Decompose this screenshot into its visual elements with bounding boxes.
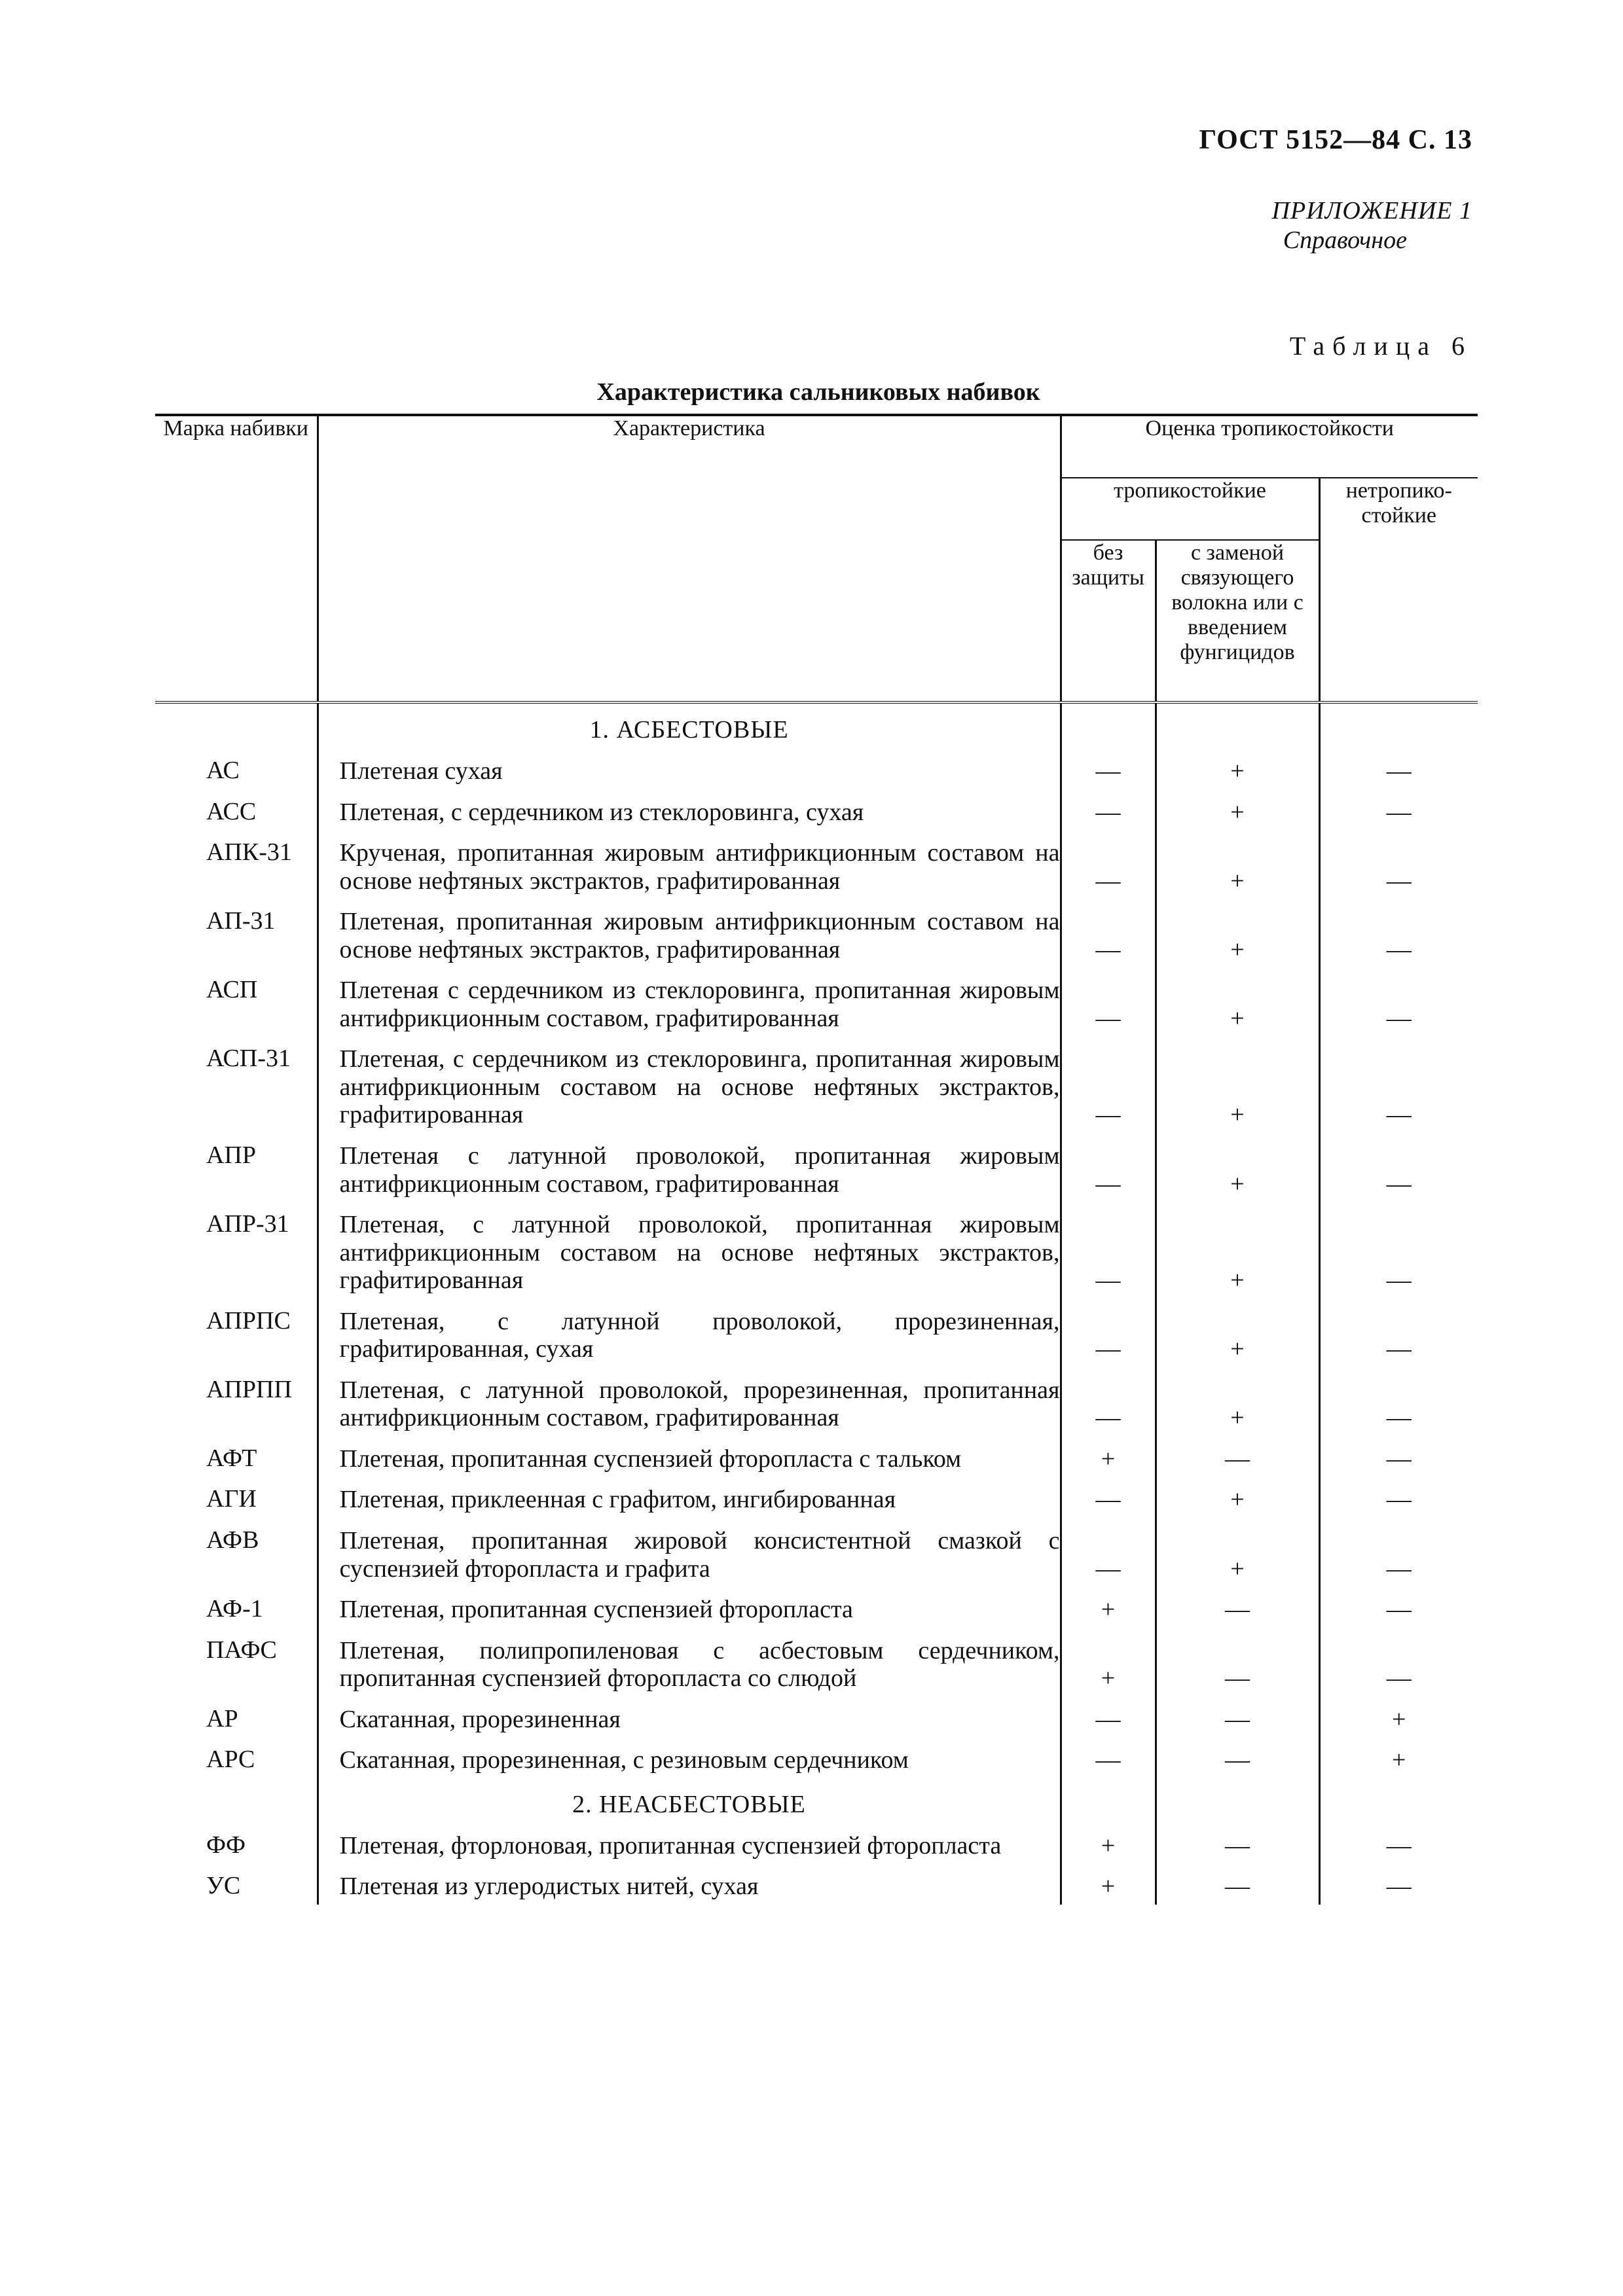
section-empty-cell bbox=[1319, 1778, 1478, 1823]
table-row bbox=[155, 1737, 1478, 1778]
value-non-resistant: — bbox=[1319, 830, 1478, 899]
value-with-replacement: — bbox=[1156, 1628, 1319, 1696]
packing-mark: АСС bbox=[206, 797, 257, 825]
packing-mark: АПРПП bbox=[206, 1375, 292, 1403]
packing-mark: АГИ bbox=[206, 1485, 257, 1513]
value-non-resistant: — bbox=[1319, 1036, 1478, 1133]
value-with-replacement: — bbox=[1156, 1436, 1319, 1477]
section-empty-cell bbox=[1319, 702, 1478, 748]
packing-mark: АПР bbox=[206, 1141, 257, 1170]
packing-characteristic: Плетеная, с сердечником из стеклоровинга, пропитанная жировым антифрикционным составом на основе нефтяных экстрактов, графитированная bbox=[318, 1036, 1061, 1133]
value-with-replacement: + bbox=[1156, 1367, 1319, 1436]
packing-characteristic: Плетеная, с сердечником из стеклоровинга, сухая bbox=[318, 789, 1061, 831]
value-with-replacement: + bbox=[1156, 1133, 1319, 1202]
section-empty-cell bbox=[1061, 702, 1156, 748]
appendix-type: Справочное bbox=[1283, 226, 1407, 254]
value-non-resistant: — bbox=[1319, 748, 1478, 789]
packing-characteristic: Плетеная, фторлоновая, пропитанная суспензией фторопласта bbox=[318, 1823, 1061, 1864]
table-row bbox=[155, 1367, 1478, 1436]
table-row bbox=[155, 1436, 1478, 1477]
section-row bbox=[155, 702, 1478, 748]
column-header-non-resistant: нетропико-стойкие bbox=[1319, 478, 1478, 702]
page-header-gost: ГОСТ 5152—84 С. 13 bbox=[1199, 125, 1472, 155]
table-row bbox=[155, 748, 1478, 789]
value-no-protection: — bbox=[1061, 1036, 1156, 1133]
packing-mark: АФТ bbox=[206, 1444, 257, 1472]
packing-characteristic: Плетеная, с латунной проволокой, прорезиненная, графитированная, сухая bbox=[318, 1299, 1061, 1367]
value-with-replacement: + bbox=[1156, 748, 1319, 789]
section-empty-cell bbox=[1061, 1778, 1156, 1823]
packing-mark: ПАФС bbox=[206, 1636, 277, 1664]
value-non-resistant: — bbox=[1319, 1587, 1478, 1628]
packing-mark: ФФ bbox=[206, 1831, 246, 1859]
value-non-resistant: — bbox=[1319, 1436, 1478, 1477]
table-label: Таблица 6 bbox=[1289, 331, 1472, 361]
value-non-resistant: — bbox=[1319, 789, 1478, 831]
value-with-replacement: + bbox=[1156, 1518, 1319, 1587]
value-non-resistant: — bbox=[1319, 1628, 1478, 1696]
appendix-title: ПРИЛОЖЕНИЕ 1 bbox=[1271, 197, 1472, 224]
table-row bbox=[155, 830, 1478, 899]
packing-mark: АР bbox=[206, 1704, 238, 1732]
packing-characteristic: Плетеная с латунной проволокой, пропитанная жировым антифрикционным составом, графитированная bbox=[318, 1133, 1061, 1202]
value-non-resistant: — bbox=[1319, 1202, 1478, 1299]
packing-characteristic: Плетеная, приклеенная с графитом, ингибированная bbox=[318, 1477, 1061, 1518]
value-no-protection: — bbox=[1061, 830, 1156, 899]
packing-characteristic: Плетеная с сердечником из стеклоровинга, пропитанная жировым антифрикционным составом, графитированная bbox=[318, 967, 1061, 1036]
value-no-protection: — bbox=[1061, 1299, 1156, 1367]
table-row bbox=[155, 1477, 1478, 1518]
value-no-protection: — bbox=[1061, 967, 1156, 1036]
value-non-resistant: — bbox=[1319, 967, 1478, 1036]
column-header-tropical-resistant: тропикостойкие bbox=[1061, 478, 1319, 540]
value-non-resistant: — bbox=[1319, 899, 1478, 967]
packing-characteristic: Крученая, пропитанная жировым антифрикционным составом на основе нефтяных экстрактов, графитированная bbox=[318, 830, 1061, 899]
packing-mark: АП-31 bbox=[206, 907, 276, 935]
section-mark-cell bbox=[155, 1778, 318, 1823]
value-no-protection: — bbox=[1061, 789, 1156, 831]
column-header-mark: Марка набивки bbox=[155, 415, 318, 702]
value-with-replacement: — bbox=[1156, 1863, 1319, 1905]
value-no-protection: + bbox=[1061, 1436, 1156, 1477]
packing-mark: АПРПС bbox=[206, 1306, 291, 1335]
value-with-replacement: — bbox=[1156, 1737, 1319, 1778]
section-mark-cell bbox=[155, 702, 318, 748]
value-with-replacement: + bbox=[1156, 1036, 1319, 1133]
value-with-replacement: + bbox=[1156, 1202, 1319, 1299]
value-no-protection: — bbox=[1061, 1133, 1156, 1202]
table-row bbox=[155, 1696, 1478, 1738]
value-no-protection: — bbox=[1061, 1477, 1156, 1518]
packing-mark: АПР-31 bbox=[206, 1210, 289, 1238]
table-row bbox=[155, 899, 1478, 967]
packing-mark: АФ-1 bbox=[206, 1595, 263, 1623]
table-title: Характеристика сальниковых набивок bbox=[596, 378, 1040, 406]
packing-mark: АСП bbox=[206, 976, 258, 1004]
packing-characteristic: Плетеная сухая bbox=[318, 748, 1061, 789]
value-with-replacement: + bbox=[1156, 967, 1319, 1036]
value-non-resistant: + bbox=[1319, 1737, 1478, 1778]
packing-characteristic: Плетеная, с латунной проволокой, пропитанная жировым антифрикционным составом на основе нефтяных экстрактов, графитированная bbox=[318, 1202, 1061, 1299]
value-no-protection: — bbox=[1061, 1518, 1156, 1587]
table-row bbox=[155, 967, 1478, 1036]
value-non-resistant: — bbox=[1319, 1823, 1478, 1864]
packing-mark: АФВ bbox=[206, 1526, 259, 1554]
packing-characteristic: Плетеная, пропитанная жировым антифрикционным составом на основе нефтяных экстрактов, графитированная bbox=[318, 899, 1061, 967]
value-no-protection: — bbox=[1061, 1202, 1156, 1299]
value-with-replacement: + bbox=[1156, 789, 1319, 831]
packing-characteristic: Скатанная, прорезиненная, с резиновым сердечником bbox=[318, 1737, 1061, 1778]
section-empty-cell bbox=[1156, 702, 1319, 748]
column-header-characteristic: Характеристика bbox=[318, 415, 1061, 702]
value-no-protection: + bbox=[1061, 1587, 1156, 1628]
table-body bbox=[155, 702, 1478, 1905]
packing-characteristic: Скатанная, прорезиненная bbox=[318, 1696, 1061, 1738]
value-non-resistant: — bbox=[1319, 1299, 1478, 1367]
table-row bbox=[155, 1518, 1478, 1587]
table-row bbox=[155, 1202, 1478, 1299]
section-empty-cell bbox=[1156, 1778, 1319, 1823]
table-row bbox=[155, 1133, 1478, 1202]
table-row bbox=[155, 1863, 1478, 1905]
value-non-resistant: — bbox=[1319, 1133, 1478, 1202]
table-row bbox=[155, 1299, 1478, 1367]
packing-mark: АРС bbox=[206, 1746, 255, 1774]
value-with-replacement: — bbox=[1156, 1696, 1319, 1738]
value-non-resistant: + bbox=[1319, 1696, 1478, 1738]
packing-characteristic: Плетеная, пропитанная суспензией фторопласта bbox=[318, 1587, 1061, 1628]
packing-characteristic: Плетеная, полипропиленовая с асбестовым сердечником, пропитанная суспензией фторопласта со слюдой bbox=[318, 1628, 1061, 1696]
value-with-replacement: — bbox=[1156, 1823, 1319, 1864]
packing-mark: УС bbox=[206, 1872, 241, 1900]
value-no-protection: — bbox=[1061, 1696, 1156, 1738]
column-header-no-protection: без защиты bbox=[1061, 540, 1156, 702]
value-with-replacement: + bbox=[1156, 899, 1319, 967]
value-with-replacement: + bbox=[1156, 830, 1319, 899]
packing-mark: АС bbox=[206, 757, 240, 784]
value-non-resistant: — bbox=[1319, 1367, 1478, 1436]
value-non-resistant: — bbox=[1319, 1863, 1478, 1905]
column-header-assessment: Оценка тропикостойкости bbox=[1061, 415, 1478, 478]
packing-characteristic: Плетеная, пропитанная жировой консистентной смазкой с суспензией фторопласта и графита bbox=[318, 1518, 1061, 1587]
section-row bbox=[155, 1778, 1478, 1823]
packing-mark: АСП-31 bbox=[206, 1045, 291, 1073]
packing-characteristic: Плетеная, пропитанная суспензией фторопласта с тальком bbox=[318, 1436, 1061, 1477]
column-header-with-replacement: с заменой связующего волокна или с введением фунгицидов bbox=[1156, 540, 1319, 702]
value-no-protection: + bbox=[1061, 1823, 1156, 1864]
value-no-protection: — bbox=[1061, 1737, 1156, 1778]
value-no-protection: + bbox=[1061, 1628, 1156, 1696]
value-with-replacement: + bbox=[1156, 1477, 1319, 1518]
table-row bbox=[155, 1628, 1478, 1696]
table-row bbox=[155, 789, 1478, 831]
section-title: 1. АСБЕСТОВЫЕ bbox=[318, 702, 1061, 748]
value-non-resistant: — bbox=[1319, 1477, 1478, 1518]
packing-characteristics-table bbox=[155, 414, 1478, 1905]
value-no-protection: — bbox=[1061, 899, 1156, 967]
table-row bbox=[155, 1823, 1478, 1864]
value-no-protection: — bbox=[1061, 748, 1156, 789]
section-title: 2. НЕАСБЕСТОВЫЕ bbox=[318, 1778, 1061, 1823]
packing-mark: АПК-31 bbox=[206, 838, 292, 867]
value-with-replacement: — bbox=[1156, 1587, 1319, 1628]
value-with-replacement: + bbox=[1156, 1299, 1319, 1367]
value-no-protection: + bbox=[1061, 1863, 1156, 1905]
value-no-protection: — bbox=[1061, 1367, 1156, 1436]
packing-characteristic: Плетеная из углеродистых нитей, сухая bbox=[318, 1863, 1061, 1905]
value-non-resistant: — bbox=[1319, 1518, 1478, 1587]
table-header bbox=[155, 415, 1478, 702]
table-row bbox=[155, 1036, 1478, 1133]
table-row bbox=[155, 1587, 1478, 1628]
packing-characteristic: Плетеная, с латунной проволокой, прорезиненная, пропитанная антифрикционным составом, графитированная bbox=[318, 1367, 1061, 1436]
